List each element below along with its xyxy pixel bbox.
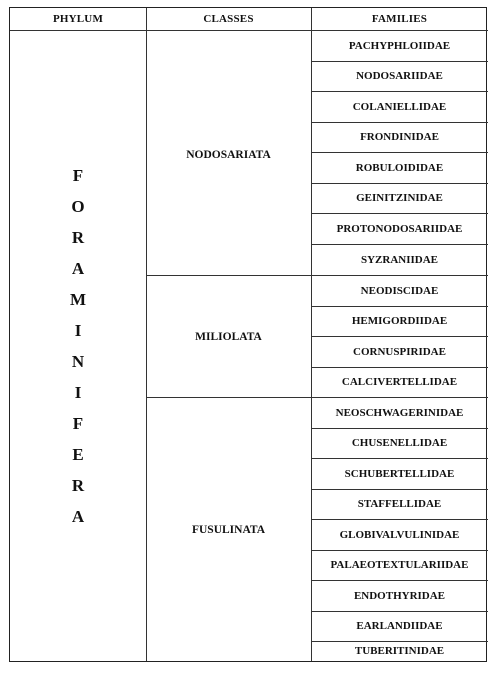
- phylum-letter: N: [71, 352, 85, 371]
- phylum-letter: I: [74, 321, 82, 340]
- family-row: NEODISCIDAE: [360, 284, 439, 297]
- phylum-name: [10, 160, 146, 532]
- phylum-letter: A: [71, 507, 85, 526]
- phylum-letter: E: [72, 445, 84, 464]
- family-row: SYZRANIIDAE: [360, 253, 439, 266]
- phylum-letter: F: [72, 414, 84, 433]
- family-row: ENDOTHYRIDAE: [353, 589, 446, 602]
- family-row: COLANIELLIDAE: [352, 100, 447, 113]
- family-row: EARLANDIIDAE: [356, 620, 443, 632]
- family-row: GEINITZINIDAE: [356, 192, 443, 204]
- phylum-letter: M: [69, 290, 87, 309]
- family-row: CALCIVERTELLIDAE: [341, 376, 458, 388]
- family-row: STAFFELLIDAE: [357, 498, 442, 510]
- family-row: GLOBIVALVULINIDAE: [339, 528, 460, 541]
- family-row: TUBERITINIDAE: [354, 645, 445, 657]
- phylum-letter: R: [71, 476, 85, 495]
- family-row: PROTONODOSARIIDAE: [336, 222, 463, 235]
- class-fusulinata: FUSULINATA: [191, 524, 266, 536]
- family-row: ROBULOIDIDAE: [355, 161, 444, 174]
- family-row: HEMIGORDIIDAE: [351, 315, 448, 327]
- header-phylum: PHYLUM: [52, 13, 104, 25]
- phylum-letter: A: [71, 259, 85, 278]
- family-row: PACHYPHLOIIDAE: [348, 39, 451, 52]
- family-row: CORNUSPIRIDAE: [353, 345, 446, 358]
- header-classes: CLASSES: [203, 13, 254, 25]
- phylum-letter: F: [72, 166, 84, 185]
- family-row: PALAEOTEXTULARIIDAE: [330, 559, 469, 571]
- phylum-letter: I: [74, 383, 82, 402]
- family-row: NODOSARIIDAE: [356, 70, 443, 82]
- class-nodosariata: NODOSARIATA: [186, 149, 271, 161]
- family-row: SCHUBERTELLIDAE: [344, 467, 455, 480]
- header-families: FAMILIES: [371, 13, 428, 25]
- family-row: CHUSENELLIDAE: [351, 437, 448, 449]
- family-row: NEOSCHWAGERINIDAE: [335, 406, 464, 419]
- phylum-letter: R: [71, 228, 85, 247]
- family-row: FRONDINIDAE: [360, 131, 439, 143]
- classification-table: [9, 7, 487, 662]
- class-miliolata: MILIOLATA: [195, 331, 262, 343]
- phylum-letter: O: [71, 197, 85, 216]
